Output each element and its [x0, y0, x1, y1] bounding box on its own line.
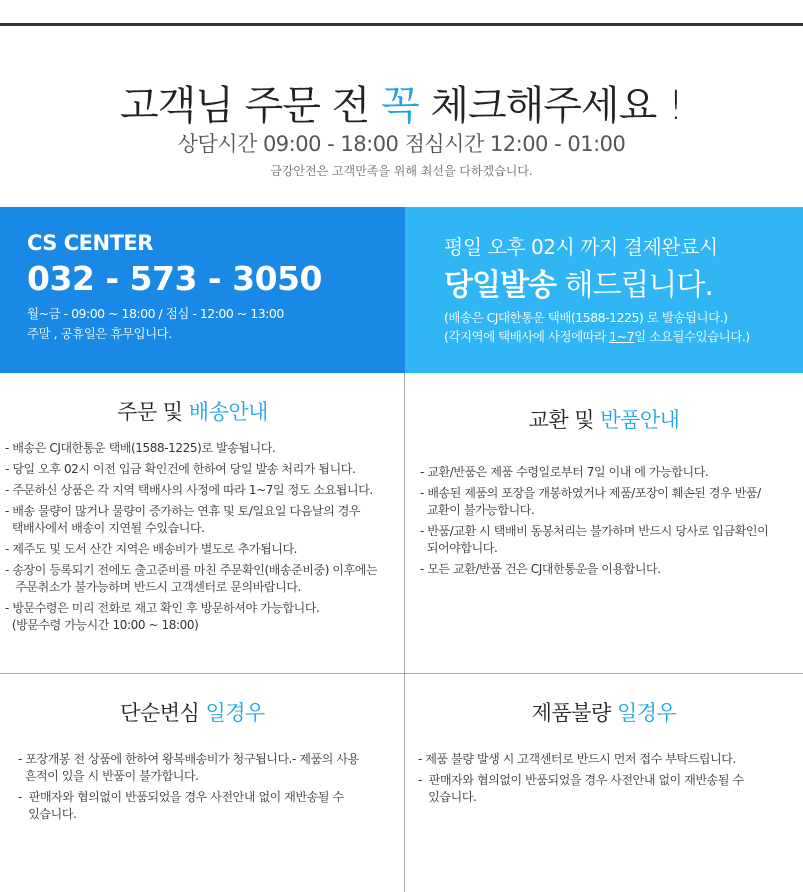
consultation-hours: 상담시간 09:00 - 18:00 점심시간 12:00 - 01:00	[177, 132, 626, 156]
defective-title-plain: 제품불량	[531, 701, 617, 725]
list-item-line: - 배송된 제품의 포장을 개봉하였거나 제품/포장이 훼손된 경우 반품/	[420, 486, 761, 500]
shipping-list-item	[5, 461, 377, 478]
shipping-title-accent: 배송안내	[188, 400, 268, 424]
list-item-line: - 배송 물량이 많거나 물량이 증가하는 연휴 및 토/일요일 다음날의 경우	[5, 504, 361, 518]
list-item-line: - 포장개봉 전 상품에 한하여 왕복배송비가 청구됩니다.- 제품의 사용	[18, 752, 359, 766]
list-item-line: 흔적이 있을 시 반품이 불가합니다.	[18, 769, 199, 783]
shipping-list-item	[5, 503, 377, 537]
defective-list-item	[418, 772, 744, 806]
delivery-time-note	[444, 327, 750, 345]
returns-section-title	[405, 404, 803, 434]
same-day-rest: 해드립니다.	[555, 268, 713, 303]
defective-list-item	[418, 751, 744, 768]
list-item-line: 되어야합니다.	[420, 541, 498, 555]
same-day-shipping-banner	[405, 207, 803, 373]
list-item-line: 있습니다.	[18, 807, 77, 821]
list-item-line: - 제품 불량 발생 시 고객센터로 반드시 먼저 접수 부탁드립니다.	[418, 752, 736, 766]
defective-section-title	[405, 697, 803, 727]
list-item-line: 주문취소가 불가능하며 반드시 고객센터로 문의바랍니다.	[5, 580, 301, 594]
simple-change-info-list	[18, 751, 359, 827]
list-item-line: - 방문수령은 미리 전화로 재고 확인 후 방문하셔야 가능합니다.	[5, 601, 320, 615]
defective-info-list	[418, 751, 744, 810]
list-item-line: - 주문하신 상품은 각 지역 택배사의 사정에 따라 1~7일 정도 소요됩니다.	[5, 483, 373, 497]
simple-change-title-accent: 일경우	[205, 701, 265, 725]
cs-hours: 월~금 - 09:00 ~ 18:00 / 점심 - 12:00 ~ 13:00	[27, 306, 284, 321]
shipping-list-item	[5, 440, 377, 457]
headline-text-end: 체크해주세요 !	[418, 83, 683, 129]
shipping-list-item	[5, 600, 377, 634]
delivery-note-start: (각지역에 택배사에 사정에따라	[444, 329, 610, 344]
returns-title-accent: 반품안내	[600, 408, 680, 432]
returns-list-item	[420, 485, 768, 519]
list-item-line: - 반품/교환 시 택배비 동봉처리는 불가하며 반드시 당사로 입금확인이	[420, 524, 769, 538]
same-day-headline	[444, 260, 713, 304]
shipping-title-plain: 주문 및	[117, 400, 189, 424]
list-item-line: (방문수령 가능시간 10:00 ~ 18:00)	[5, 618, 199, 632]
simple-change-section-title	[0, 697, 385, 727]
shipping-info-list	[5, 440, 377, 638]
delivery-note-end: 일 소요될수있습니다.)	[634, 329, 750, 344]
list-item-line: - 송장이 등록되기 전에도 출고준비를 마친 주문확인(배송준비중) 이후에는	[5, 563, 378, 577]
list-item-line: 택배사에서 배송이 지연될 수있습니다.	[5, 521, 205, 535]
headline-text: 고객님 주문 전	[120, 83, 382, 129]
returns-list-item	[420, 464, 768, 481]
cs-phone-number[interactable]: 032 - 573 - 3050	[27, 259, 322, 298]
list-item-line: 교환이 불가능합니다.	[420, 503, 535, 517]
horizontal-divider	[0, 673, 803, 674]
defective-title-accent: 일경우	[616, 701, 677, 725]
returns-list-item	[420, 523, 768, 557]
shipping-list-item	[5, 562, 377, 596]
list-item-line: - 판매자와 협의없이 반품되었을 경우 사전안내 없이 재반송될 수	[418, 773, 744, 787]
list-item-line: - 모든 교환/반품 건은 CJ대한통운을 이용합니다.	[420, 562, 661, 576]
tagline: 금강안전은 고객만족을 위해 최선을 다하겠습니다.	[270, 164, 533, 178]
top-divider	[0, 23, 803, 26]
simple-change-list-item	[18, 751, 359, 785]
same-day-strong: 당일발송	[444, 268, 556, 303]
returns-title-plain: 교환 및	[528, 408, 601, 432]
shipping-section-title	[0, 396, 385, 426]
shipping-list-item	[5, 541, 377, 558]
cs-center-label: CS CENTER	[27, 231, 153, 255]
headline-accent: 꼭	[381, 83, 419, 129]
same-day-condition: 평일 오후 02시 까지 결제완료시	[444, 235, 718, 259]
list-item-line: - 당일 오후 02시 이전 입금 확인건에 한하여 당일 발송 처리가 됩니다.	[5, 462, 356, 476]
list-item-line: 있습니다.	[418, 790, 477, 804]
vertical-divider	[404, 373, 405, 892]
shipping-list-item	[5, 482, 377, 499]
list-item-line: - 판매자와 협의없이 반품되었을 경우 사전안내 없이 재반송될 수	[18, 790, 344, 804]
simple-change-title-plain: 단순변심	[120, 701, 206, 725]
cs-center-banner	[0, 207, 405, 373]
cs-closed-notice: 주말 , 공휴일은 휴무입니다.	[27, 326, 172, 341]
returns-info-list	[420, 464, 768, 582]
page-headline	[0, 74, 803, 131]
simple-change-list-item	[18, 789, 359, 823]
list-item-line: - 배송은 CJ대한통운 택배(1588-1225)로 발송됩니다.	[5, 441, 276, 455]
list-item-line: - 제주도 및 도서 산간 지역은 배송비가 별도로 추가됩니다.	[5, 542, 298, 556]
returns-list-item	[420, 561, 768, 578]
delivery-days: 1~7	[609, 329, 635, 344]
list-item-line: - 교환/반품은 제품 수령일로부터 7일 이내 에 가능합니다.	[420, 465, 709, 479]
carrier-note: (배송은 CJ대한통운 택배(1588-1225) 로 발송됩니다.)	[444, 310, 728, 325]
